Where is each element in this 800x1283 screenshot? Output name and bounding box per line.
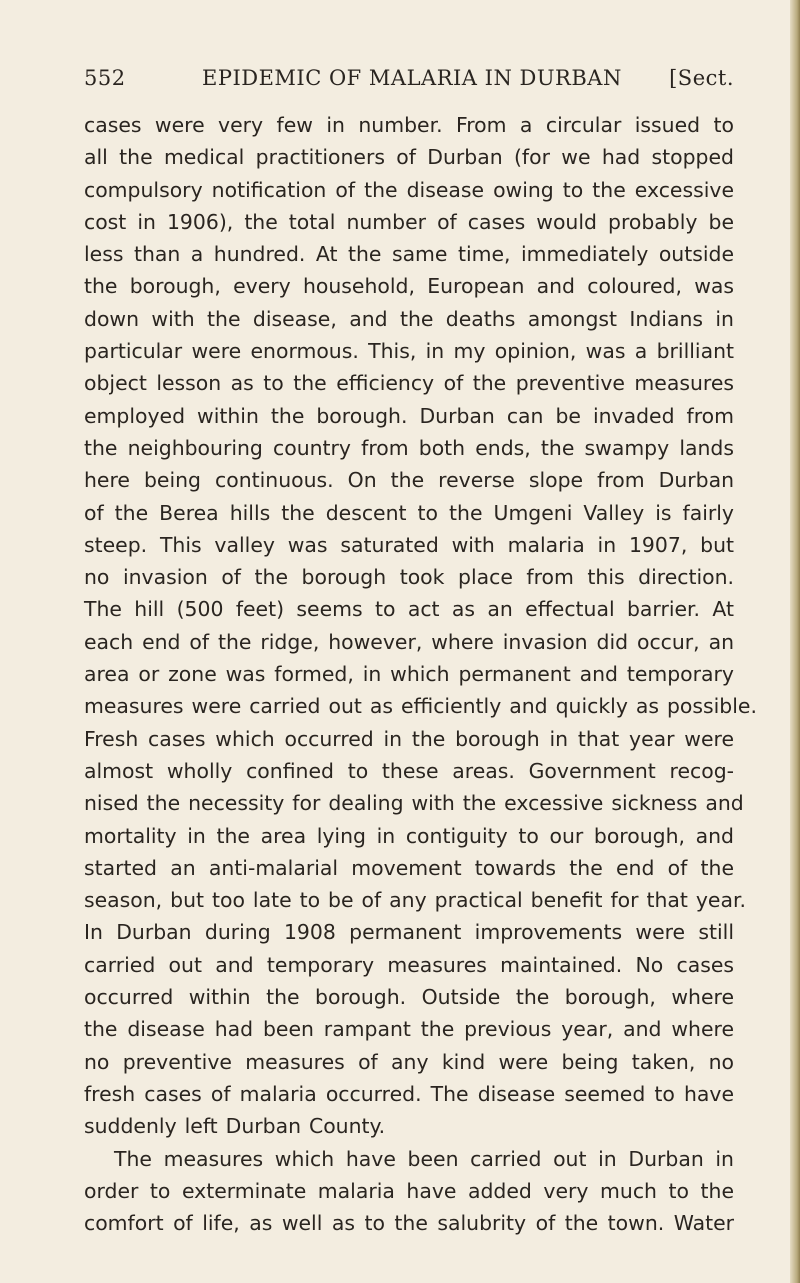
page-edge	[790, 0, 800, 1283]
text-line: all the medical practitioners of Durban (for we had stopped	[84, 145, 734, 170]
text-line: mortality in the area lying in contiguity to our borough, and	[84, 823, 734, 848]
text-line: cost in 1906), the total number of cases would probably be	[84, 209, 734, 234]
text-line: season, but too late to be of any practical benefit for that year.	[84, 888, 746, 913]
text-line: the disease had been rampant the previous year, and where	[84, 1017, 734, 1042]
section-marker: [Sect.	[669, 66, 734, 90]
text-line: measures were carried out as efficiently and quickly as possible.	[84, 694, 757, 719]
text-line: The measures which have been carried out in Durban in	[114, 1146, 734, 1171]
text-line: the neighbouring country from both ends, the swampy lands	[84, 435, 734, 460]
text-line: object lesson as to the efficiency of the preventive measures	[84, 371, 734, 396]
text-line: compulsory notification of the disease owing to the excessive	[84, 177, 734, 202]
running-title: EPIDEMIC OF MALARIA IN DURBAN	[202, 66, 622, 90]
body-text	[84, 109, 757, 1239]
text-line: started an anti-malarial movement towards the end of the	[84, 855, 734, 880]
text-line: steep. This valley was saturated with malaria in 1907, but	[84, 532, 734, 557]
running-head	[84, 66, 734, 100]
text-line: comfort of life, as well as to the salubrity of the town. Water	[84, 1211, 734, 1236]
text-line: employed within the borough. Durban can be invaded from	[84, 403, 734, 428]
text-line: less than a hundred. At the same time, immediately outside	[84, 242, 734, 267]
text-line: nised the necessity for dealing with the excessive sickness and	[84, 791, 744, 816]
text-line: In Durban during 1908 permanent improvements were still	[84, 920, 734, 945]
text-line: occurred within the borough. Outside the borough, where	[84, 985, 734, 1010]
text-line: of the Berea hills the descent to the Umgeni Valley is fairly	[84, 500, 734, 525]
text-line: almost wholly confined to these areas. Government recog-	[84, 758, 734, 783]
text-line: each end of the ridge, however, where invasion did occur, an	[84, 629, 734, 654]
text-line: here being continuous. On the reverse slope from Durban	[84, 468, 734, 493]
text-line: carried out and temporary measures maintained. No cases	[84, 952, 734, 977]
text-line: no preventive measures of any kind were being taken, no	[84, 1049, 734, 1074]
text-line: cases were very few in number. From a circular issued to	[84, 113, 734, 137]
text-line: Fresh cases which occurred in the borough in that year were	[84, 726, 734, 751]
text-line: area or zone was formed, in which permanent and temporary	[84, 662, 734, 687]
text-line: particular were enormous. This, in my opinion, was a brilliant	[84, 339, 734, 364]
text-line: order to exterminate malaria have added very much to the	[84, 1178, 734, 1203]
text-line: down with the disease, and the deaths amongst Indians in	[84, 306, 734, 331]
text-line: fresh cases of malaria occurred. The disease seemed to have	[84, 1081, 734, 1106]
page-number: 552	[84, 66, 126, 90]
text-line: The hill (500 feet) seems to act as an effectual barrier. At	[84, 597, 734, 622]
text-line: suddenly left Durban County.	[84, 1114, 386, 1139]
text-line: the borough, every household, European and coloured, was	[84, 274, 734, 299]
text-line: no invasion of the borough took place from this direction.	[84, 565, 734, 590]
